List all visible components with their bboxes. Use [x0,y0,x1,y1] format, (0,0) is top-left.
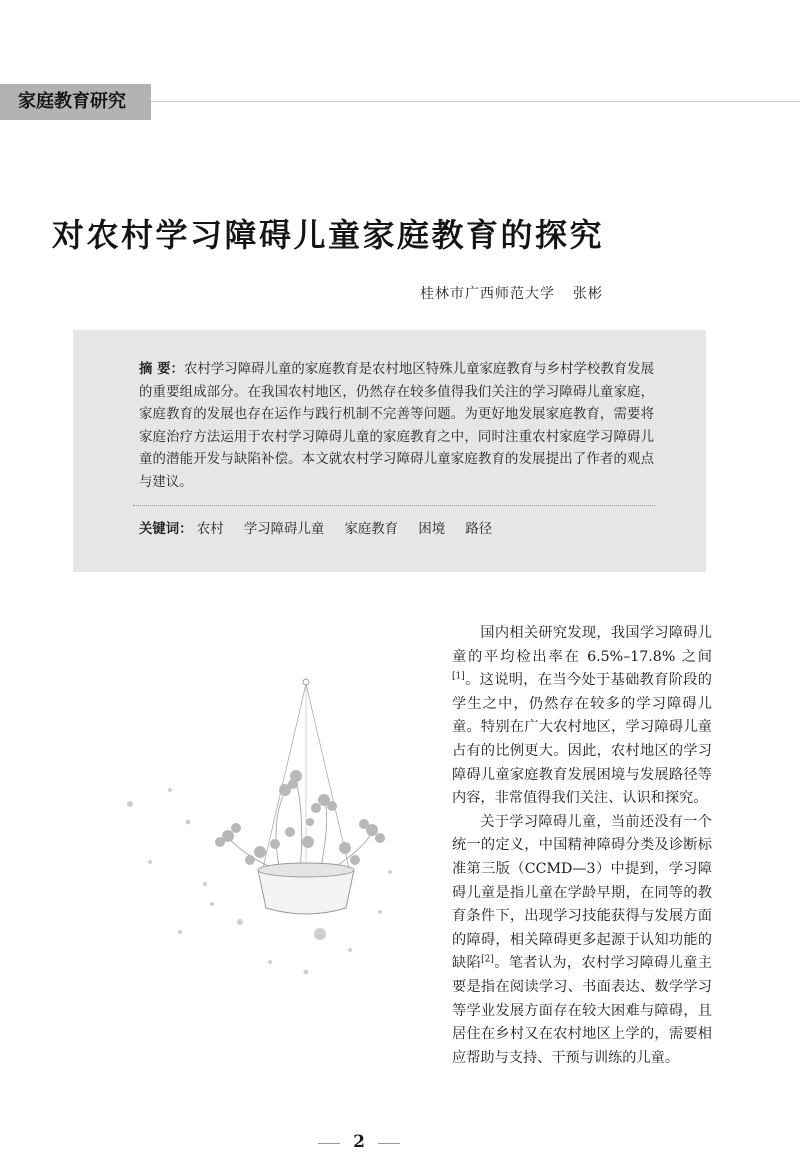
footer-dash [318,1143,340,1144]
page-number: 2 [353,1132,365,1152]
keyword: 困境 [418,522,446,537]
keyword: 家庭教育 [344,522,399,537]
keywords-line [139,518,654,537]
author-affiliation: 桂林市广西师范大学 [420,286,555,302]
body-paragraph [452,811,712,1071]
section-label: 家庭教育研究 [0,84,151,120]
keyword: 路径 [465,522,493,537]
citation-ref: [1] [452,671,465,682]
hanging-plant-illustration [110,672,400,1002]
citation-ref: [2] [481,954,494,965]
footer-dash [378,1143,400,1144]
abstract-body: 农村学习障碍儿童的家庭教育是农村地区特殊儿童家庭教育与乡村学校教育发展的重要组成部分。在我国农村地区，仍然存在较多值得我们关注的学习障碍儿童家庭，家庭教育的发展也存在运作与践行机制不完善等问题。为更好地发展家庭教育，需要将家庭治疗方法运用于农村学习障碍儿童的家庭教育之中，同时注重农村家庭学习障碍儿童的潜能开发与缺陷补偿。本文就农村学习障碍儿童家庭教育的发展提出了作者的观点与建议。 [139,362,654,490]
header-rule [151,101,800,102]
keyword: 农村 [196,522,224,537]
abstract-divider [133,505,655,506]
abstract-box [73,330,706,572]
keyword: 学习障碍儿童 [243,522,325,537]
page-footer [318,1132,400,1152]
body-text [452,622,712,1070]
body-text-segment: 。这说明，在当今处于基础教育阶段的学生之中，仍然存在较多的学习障碍儿童。特别在广大农村地区，学习障碍儿童占有的比例更大。因此，农村地区的学习障碍儿童家庭教育发展困境与发展路径等内容，非常值得我们关注、认识和探究。 [452,672,712,807]
author-name: 张彬 [573,286,603,302]
abstract-text [139,358,654,494]
keywords-label: 关键词： [139,521,193,537]
body-text-segment: 。笔者认为，农村学习障碍儿童主要是指在阅读学习、书面表达、数学学习等学业发展方面存在较大困难与障碍，且居住在乡村又在农村地区上学的，需要相应帮助与支持、干预与训练的儿童。 [452,955,712,1066]
article-title: 对农村学习障碍儿童家庭教育的探究 [52,216,605,254]
body-paragraph [452,622,712,811]
body-text-segment: 关于学习障碍儿童，当前还没有一个统一的定义，中国精神障碍分类及诊断标准第三版（CCMD—3）中提到，学习障碍儿童是指儿童在学龄早期，在同等的教育条件下，出现学习技能获得与发展方面的障碍，相关障碍更多起源于认知功能的缺陷 [452,813,712,972]
body-text-segment: 国内相关研究发现，我国学习障碍儿童的平均检出率在 6.5%–17.8% 之间 [452,625,712,665]
abstract-label: 摘 要： [139,361,184,377]
author-line [420,283,603,303]
